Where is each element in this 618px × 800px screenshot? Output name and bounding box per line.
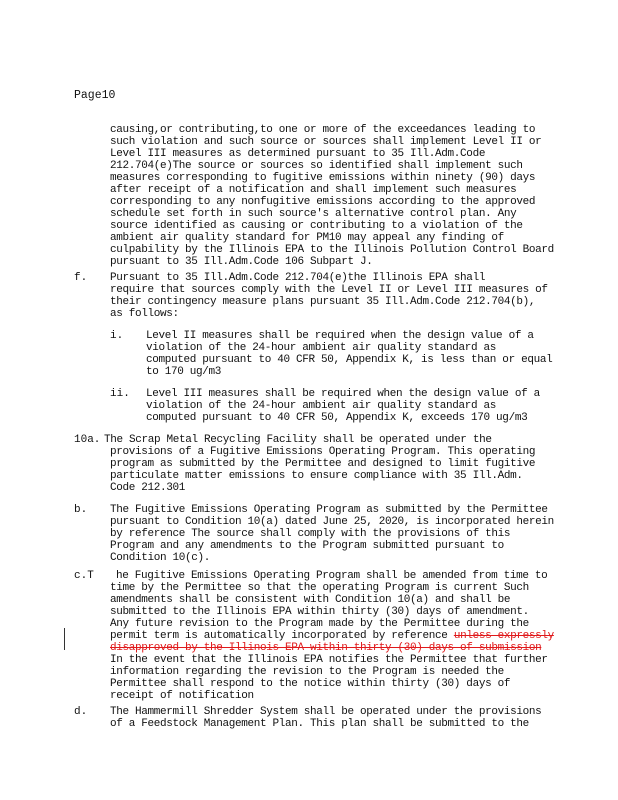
text-line: Code 212.301 [110,482,186,494]
text-line: pursuant to Condition 10(a) dated June 25, 2020, is incorporated herein [110,516,554,528]
text-line: causing,or contributing,to one or more of the exceedances leading to [110,124,536,136]
text-line: after receipt of a notification and shall implement such measures [110,184,517,196]
text-line: he Fugitive Emissions Operating Program shall be amended from time to [116,570,548,582]
text-line: Level II measures shall be required when the design value of a [146,330,534,342]
text-line: such violation and such source or sources shall implement Level II or [110,136,542,148]
text-line: Level III measures as determined pursuant to 35 Ill.Adm.Code [110,148,486,160]
text-line: schedule set forth in such source's alternative control plan. Any [110,208,517,220]
paragraph-label: 10a. [74,434,101,446]
text-line: provisions of a Fugitive Emissions Operating Program. This operating [110,446,536,458]
text-line: require that sources comply with the Level II or Level III measures of [110,284,548,296]
text-line: The Hammermill Shredder System shall be operated under the provisions [110,706,542,718]
text-line: The Fugitive Emissions Operating Program as submitted by the Permittee [110,504,548,516]
paragraph-label: d. [74,706,88,718]
text-line: Any future revision to the Program made by the Permittee during the [110,618,529,630]
text-fragment: permit term is automatically incorporated by reference [110,630,454,642]
text-line: pursuant to 35 Ill.Adm.Code 106 Subpart J. [110,256,373,268]
text-line: Permittee shall respond to the notice within thirty (30) days of [110,678,511,690]
item-label: ii. [110,388,130,400]
text-line: to 170 ug/m3 [146,366,222,378]
deleted-text: disapproved by the Illinois EPA within thirty (30) days of submission [110,642,542,654]
text-line: corresponding to any nonfugitive emissions according to the approved [110,196,536,208]
item-label: i. [110,330,124,342]
text-line: Program and any amendments to the Program submitted pursuant to [110,540,504,552]
text-line: computed pursuant to 40 CFR 50, Appendix K, is less than or equal [146,354,553,366]
page-number-header: Page10 [74,89,116,102]
deleted-text: unless expressly [453,630,554,642]
text-line: by reference The source shall comply with the provisions of this [110,528,511,540]
text-line: 212.704(e)The source or sources so identified shall implement such [110,160,523,172]
paragraph-label: f. [74,272,88,284]
text-line: measures corresponding to fugitive emissions within ninety (90) days [110,172,536,184]
text-line: Condition 10(c). [110,552,211,564]
revision-change-bar [64,628,65,650]
text-line: information regarding the revision to the Program is needed the [110,666,504,678]
text-line: violation of the 24-hour ambient air quality standard as [146,400,497,412]
text-line: particulate matter emissions to ensure compliance with 35 Ill.Adm. [110,470,523,482]
text-line: Level III measures shall be required when the design value of a [146,388,540,400]
text-line: receipt of notification [110,690,254,702]
text-line: In the event that the Illinois EPA notifies the Permittee that further [110,654,548,666]
text-line-with-deletion [110,630,554,642]
text-line: The Scrap Metal Recycling Facility shall be operated under the [104,434,492,446]
text-line: violation of the 24-hour ambient air quality standard as [146,342,497,354]
paragraph-label: c.T [74,570,94,582]
text-line: their contingency measure plans pursuant 35 Ill.Adm.Code 212.704(b), [110,296,536,308]
text-line: of a Feedstock Management Plan. This plan shall be submitted to the [110,718,529,730]
text-line: program as submitted by the Permittee and designed to limit fugitive [110,458,536,470]
text-line: source identified as causing or contributing to a violation of the [110,220,523,232]
text-line: amendments shall be consistent with Condition 10(a) and shall be [110,594,511,606]
text-line: computed pursuant to 40 CFR 50, Appendix K, exceeds 170 ug/m3 [146,412,528,424]
text-line: submitted to the Illinois EPA within thirty (30) days of amendment. [110,606,529,618]
text-line: culpability by the Illinois EPA to the Illinois Pollution Control Board [110,244,554,256]
text-line: Pursuant to 35 Ill.Adm.Code 212.704(e)the Illinois EPA shall [110,272,486,284]
text-line: as follows: [110,308,179,320]
text-line: ambient air quality standard for PM10 may appeal any finding of [110,232,504,244]
paragraph-label: b. [74,504,88,516]
text-line: time by the Permittee so that the operating Program is current Such [110,582,529,594]
